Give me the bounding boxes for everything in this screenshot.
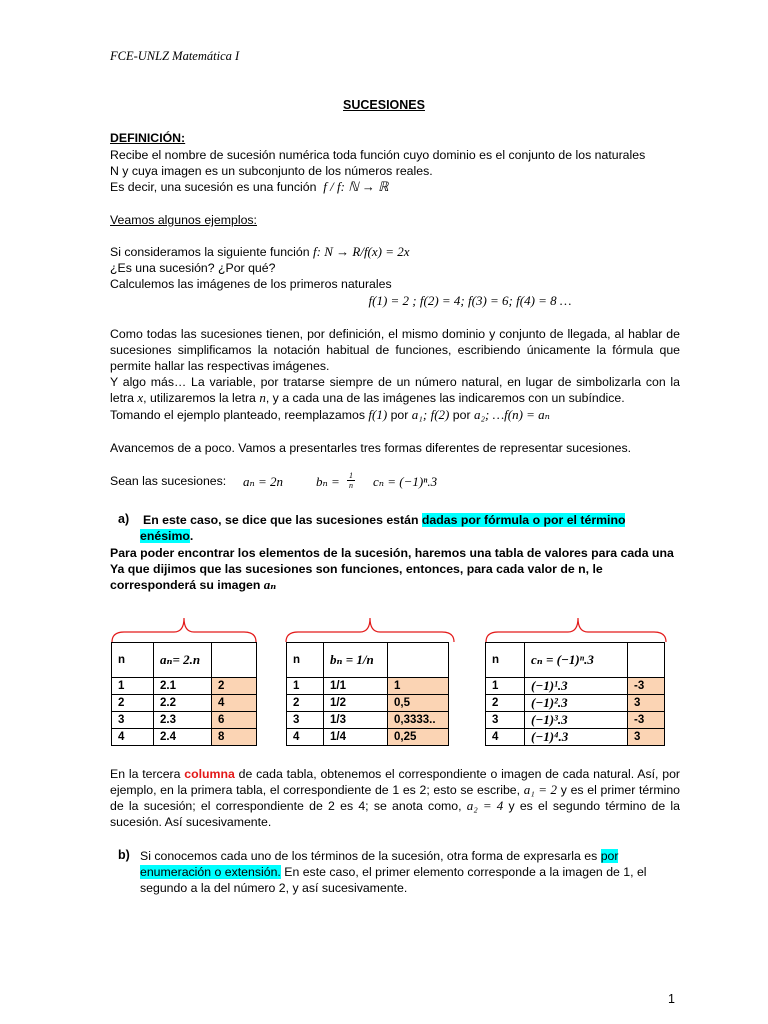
sean-an: aₙ = 2n — [243, 474, 284, 489]
notacion-var-n: n — [259, 390, 266, 405]
table-cell — [525, 695, 628, 712]
item-a-p3 — [110, 577, 680, 593]
ejemplos-line-1 — [110, 244, 680, 260]
table-cell: 2.4 — [154, 729, 212, 746]
ejemplos-line-2: ¿Es una sucesión? ¿Por qué? — [110, 261, 276, 275]
ejemplos-function: f: N → R/f(x) = 2x — [313, 244, 410, 259]
brace-table-3 — [484, 612, 672, 644]
table-row — [287, 712, 449, 729]
page-number: 1 — [668, 992, 675, 1006]
table-cell: 4 — [486, 729, 525, 746]
brace-table-1 — [110, 612, 260, 644]
sean-bn-den: n — [349, 481, 353, 490]
table-header-cell — [324, 643, 388, 678]
explain-paragraph — [110, 766, 680, 830]
table-header-row — [287, 643, 449, 678]
table-cell: 0,25 — [388, 729, 449, 746]
table-cell: 3 — [112, 712, 154, 729]
item-b-label: b) — [118, 848, 130, 862]
notacion-paragraph-2 — [110, 374, 680, 406]
table-row — [112, 712, 257, 729]
item-a-p2: Ya que dijimos que las sucesiones son funciones, entonces, para cada valor de n, le — [110, 562, 603, 576]
values-table-2 — [286, 642, 449, 746]
table-cell: 2 — [112, 695, 154, 712]
table-cell: 1 — [287, 678, 324, 695]
table-cell: 1/4 — [324, 729, 388, 746]
table-header-cell — [212, 643, 257, 678]
sean-bn-lhs: bₙ = — [316, 474, 340, 489]
notacion-p3-c: por — [452, 408, 471, 422]
ejemplos-heading: Veamos algunos ejemplos: — [110, 213, 257, 227]
table-cell: 3 — [287, 712, 324, 729]
table-row — [287, 695, 449, 712]
table-cell: 1 — [486, 678, 525, 695]
sean-bn-num: 1 — [349, 471, 353, 480]
item-b-t1: Si conocemos cada uno de los términos de la sucesión, otra forma de expresarla es — [140, 849, 598, 863]
notacion-m4: a₂; …f(n) = aₙ — [473, 407, 550, 422]
table-cell: 2 — [486, 695, 525, 712]
item-a-label: a) — [118, 512, 130, 526]
definicion-formula: f / f: ℕ → ℝ — [323, 179, 389, 194]
table-row — [486, 695, 665, 712]
ejemplos-values-math: f(1) = 2 ; f(2) = 4; f(3) = 6; f(4) = 8 … — [368, 293, 572, 308]
page-title: SUCESIONES — [343, 98, 425, 112]
explain-a1: a₁ = 2 — [523, 782, 558, 797]
ejemplos-values — [110, 293, 680, 309]
values-table-3 — [485, 642, 665, 746]
table-header-cell: n — [287, 643, 324, 678]
table-cell: 3 — [628, 729, 665, 746]
table-cell: 2.3 — [154, 712, 212, 729]
ejemplos-line-1-text: Si consideramos la siguiente función — [110, 245, 310, 259]
table-header-cell: n — [112, 643, 154, 678]
item-a-text-1: En este caso, se dice que las sucesiones están — [143, 513, 419, 527]
table-cell: 1/3 — [324, 712, 388, 729]
notacion-p3-b: por — [390, 408, 409, 422]
page-header: FCE-UNLZ Matemática I — [110, 49, 240, 63]
notacion-m2: a₁; — [411, 407, 428, 422]
item-a-highlight-2: enésimo — [140, 529, 190, 543]
table-cell: 1 — [112, 678, 154, 695]
table-cell-formula: (−1)³.3 — [531, 712, 568, 727]
explain-t4: y es el segundo término de la sucesión. Así sucesivamente. — [110, 799, 680, 829]
notacion-p2-a: Y algo más… La variable, por tratarse siempre de un número natural, en lugar de simbolizarla con la letra — [110, 375, 680, 405]
definicion-line-3 — [110, 179, 680, 195]
table-cell: 1 — [388, 678, 449, 695]
explain-t3: y es el primer término de la sucesión; el correspondiente de 2 es 4; se anota como, — [110, 783, 680, 813]
item-a-text-line2 — [140, 528, 680, 544]
notacion-paragraph-1: Como todas las sucesiones tienen, por definición, el mismo dominio y conjunto de llegada, al hablar de sucesiones simplificamos la notación habitual de funciones, escribiendo únicamente la fórmula que permite hallar las respectivas imágenes. — [110, 327, 680, 373]
table-header-formula: bₙ = 1/n — [330, 652, 374, 667]
definicion-heading: DEFINICIÓN: — [110, 131, 186, 145]
brace-table-2 — [284, 612, 458, 644]
table-row — [112, 695, 257, 712]
definicion-line-3-text: Es decir, una sucesión es una función — [110, 180, 317, 194]
table-cell: 0,5 — [388, 695, 449, 712]
table-row — [287, 678, 449, 695]
table-header-row — [486, 643, 665, 678]
table-header-cell — [154, 643, 212, 678]
sean-cn: cₙ = (−1)ⁿ.3 — [373, 474, 438, 489]
notacion-p3-a: Tomando el ejemplo planteado, reemplazamos — [110, 408, 365, 422]
values-table-1 — [111, 642, 257, 746]
definicion-line-2: N y cuya imagen es un subconjunto de los números reales. — [110, 164, 433, 178]
table-row — [112, 729, 257, 746]
table-cell: 4 — [287, 729, 324, 746]
item-a-after: . — [189, 529, 194, 543]
table-cell — [525, 729, 628, 746]
table-header-formula: cₙ = (−1)ⁿ.3 — [531, 652, 594, 667]
explain-t2: de cada tabla, obtenemos el correspondiente o imagen de cada natural. Así, por ejemplo, en la primera tabla, el correspondiente de 1 es 2; esto se escribe, — [110, 767, 681, 797]
item-a-p1: Para poder encontrar los elementos de la sucesión, haremos una tabla de valores para cada una — [110, 546, 674, 560]
table-cell: 2 — [212, 678, 257, 695]
item-b-paragraph — [140, 848, 680, 896]
table-cell: 0,3333.. — [388, 712, 449, 729]
table-cell-formula: (−1)².3 — [531, 695, 568, 710]
table-cell: 2 — [287, 695, 324, 712]
table-cell: -3 — [628, 712, 665, 729]
notacion-paragraph-3 — [110, 407, 680, 423]
sean-bn-fraction — [347, 471, 355, 490]
item-b-highlight-2: enumeración o extensión. — [140, 865, 281, 879]
item-a-text — [143, 512, 683, 528]
table-cell: 4 — [112, 729, 154, 746]
notacion-p2-c: , y a cada una de las imágenes las indicaremos con un subíndice. — [265, 391, 625, 405]
table-header-cell — [525, 643, 628, 678]
table-cell: 3 — [486, 712, 525, 729]
table-cell: 1/2 — [324, 695, 388, 712]
notacion-p2-b: , utilizaremos la letra — [143, 391, 256, 405]
explain-red-word: columna — [184, 767, 235, 781]
table-cell-formula: (−1)⁴.3 — [531, 729, 569, 744]
item-a-p3-math: aₙ — [263, 577, 277, 592]
table-header-cell — [388, 643, 449, 678]
table-cell — [525, 712, 628, 729]
definicion-line-1: Recibe el nombre de sucesión numérica toda función cuyo dominio es el conjunto de los naturales — [110, 148, 646, 162]
item-b-t2: En este caso, el primer elemento corresponde a la imagen de 1, el segundo a la del número 2, y así sucesivamente. — [140, 865, 647, 895]
ejemplos-line-3: Calculemos las imágenes de los primeros naturales — [110, 277, 392, 291]
table-cell: 2.1 — [154, 678, 212, 695]
table-cell: -3 — [628, 678, 665, 695]
notacion-var-x: x — [137, 390, 144, 405]
table-cell: 6 — [212, 712, 257, 729]
item-b-highlight-1: por — [600, 849, 619, 863]
table-header-cell — [628, 643, 665, 678]
explain-t1: En la tercera — [110, 767, 181, 781]
notacion-m3: f(2) — [430, 407, 450, 422]
table-cell: 8 — [212, 729, 257, 746]
table-header-row — [112, 643, 257, 678]
explain-a2: a₂ = 4 — [466, 798, 504, 813]
table-row — [486, 712, 665, 729]
table-cell-formula: (−1)¹.3 — [531, 678, 568, 693]
avancemos-line: Avancemos de a poco. Vamos a presentarles tres formas diferentes de representar sucesiones. — [110, 441, 632, 455]
table-row — [486, 678, 665, 695]
table-row — [112, 678, 257, 695]
table-header-cell: n — [486, 643, 525, 678]
notacion-m1: f(1) — [368, 407, 388, 422]
sean-label: Sean las sucesiones: — [110, 474, 227, 488]
table-cell: 4 — [212, 695, 257, 712]
item-a-highlight-1: dadas por fórmula o por el término — [421, 513, 626, 527]
table-cell: 2.2 — [154, 695, 212, 712]
item-a-p3-text: corresponderá su imagen — [110, 578, 261, 592]
table-cell: 3 — [628, 695, 665, 712]
table-cell: 1/1 — [324, 678, 388, 695]
table-cell — [525, 678, 628, 695]
table-row — [486, 729, 665, 746]
table-header-formula: aₙ= 2.n — [160, 652, 201, 667]
table-row — [287, 729, 449, 746]
